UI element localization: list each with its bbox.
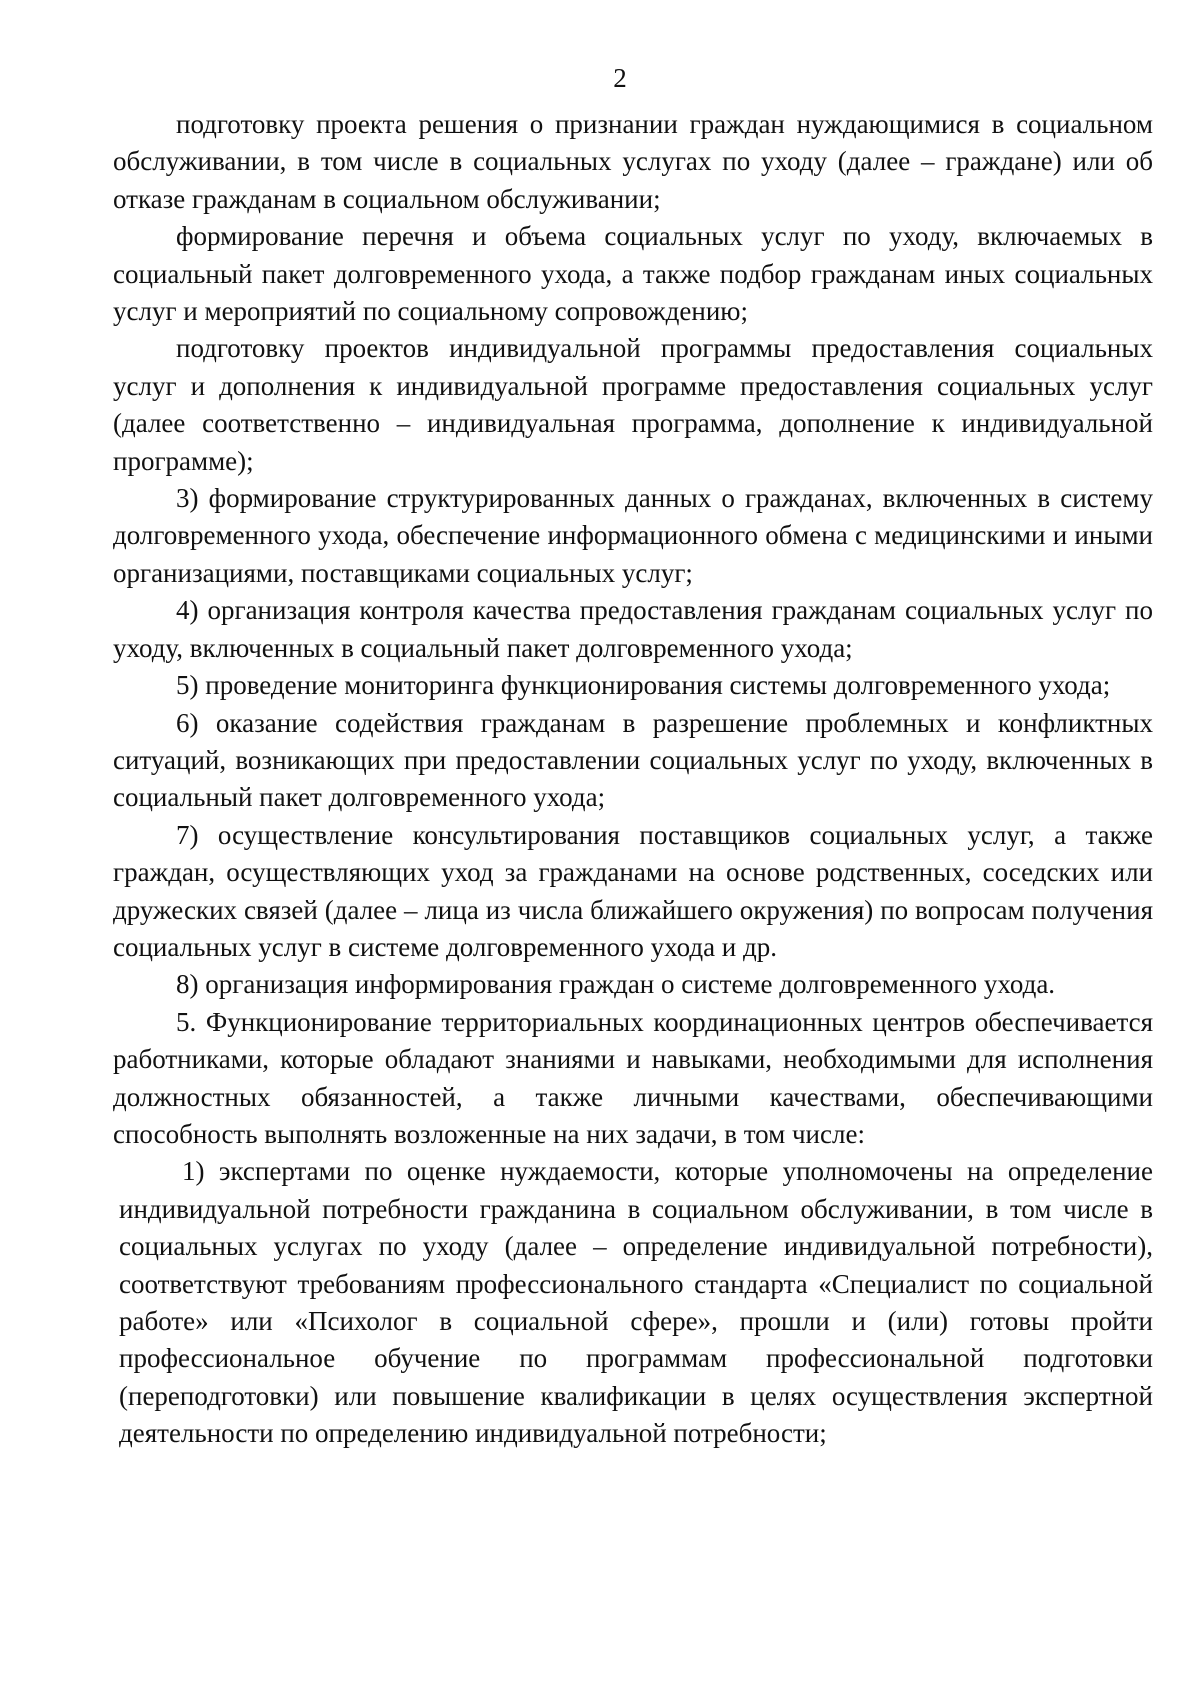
- paragraph-services-list: формирование перечня и объема социальных услуг по уходу, включаемых в социальный пакет долговременного ухода, а также подбор гражданам иных социальных услуг и мероприятий по социальному сопровождению;: [113, 221, 1153, 327]
- paragraph-item-3: 3) формирование структурированных данных о гражданах, включенных в систему долговременного ухода, обеспечение информационного обмена с медицинскими и иными организациями, поставщиками социальных услуг;: [113, 483, 1153, 588]
- document-body: [113, 106, 1153, 1453]
- paragraph-section-5: 5. Функционирование территориальных координационных центров обеспечивается работниками, которые обладают знаниями и навыками, необходимыми для исполнения должностных обязанностей, а также личными качествами, обеспечивающими способность выполнять возложенные на них задачи, в том числе:: [113, 1006, 1153, 1149]
- paragraph-item-8: 8) организация информирования граждан о системе долговременного ухода.: [176, 969, 1056, 1000]
- paragraph-decision-draft: подготовку проекта решения о признании граждан нуждающимися в социальном обслуживании, в том числе в социальных услугах по уходу (далее – граждане) или об отказе гражданам в социальном обслуживании;: [113, 109, 1153, 214]
- paragraph-experts: 1) экспертами по оценке нуждаемости, которые уполномочены на определение индивидуальной потребности гражданина в социальном обслуживании, в том числе в социальных услугах по уходу (далее – определение индивидуальной потребности), соответствуют требованиям профессионального стандарта «Специалист по социальной работе» или «Психолог в социальной сфере», прошли и (или) готовы пройти профессиональное обучение по программам профессиональной подготовки (переподготовки) или повышение квалификации в целях осуществления экспертной деятельности по определению индивидуальной потребности;: [119, 1156, 1153, 1449]
- paragraph-item-6: 6) оказание содействия гражданам в разрешение проблемных и конфликтных ситуаций, возникающих при предоставлении социальных услуг по уходу, включенных в социальный пакет долговременного ухода;: [113, 707, 1153, 813]
- paragraph-item-7: 7) осуществление консультирования поставщиков социальных услуг, а также граждан, осуществляющих уход за гражданами на основе родственных, соседских или дружеских связей (далее – лица из числа ближайшего окружения) по вопросам получения социальных услуг в системе долговременного ухода и др.: [113, 819, 1153, 962]
- paragraph-item-4: 4) организация контроля качества предоставления гражданам социальных услуг по уходу, включенных в социальный пакет долговременного ухода;: [113, 595, 1153, 663]
- paragraph-item-5: 5) проведение мониторинга функционирования системы долговременного ухода;: [176, 670, 1111, 701]
- paragraph-individual-program: подготовку проектов индивидуальной программы предоставления социальных услуг и дополнения к индивидуальной программе предоставления социальных услуг (далее соответственно – индивидуальная программа, дополнение к индивидуальной программе);: [113, 333, 1153, 476]
- page-number: 2: [613, 63, 627, 93]
